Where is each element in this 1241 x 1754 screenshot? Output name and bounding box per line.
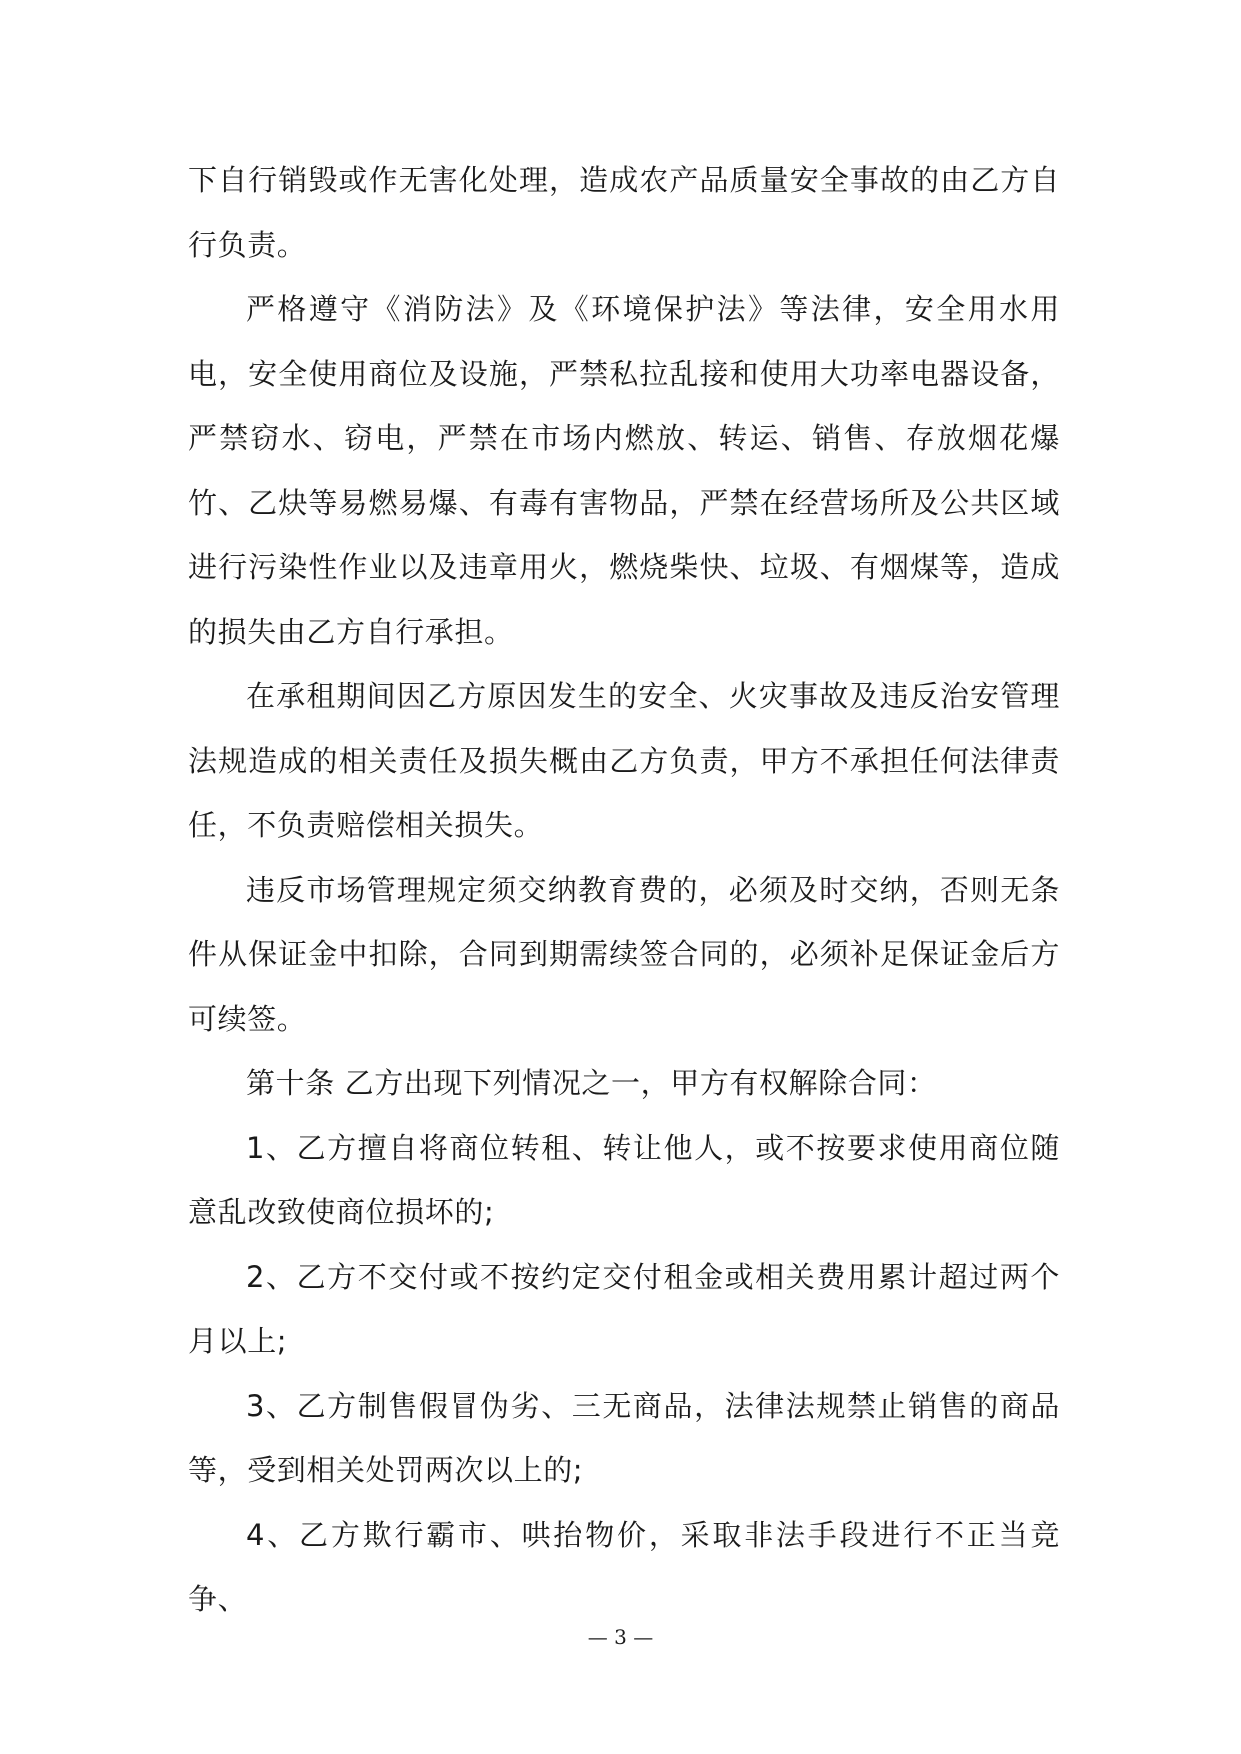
paragraph-1: 下自行销毁或作无害化处理，造成农产品质量安全事故的由乙方自行负责。: [188, 163, 1060, 262]
paragraph-3: 在承租期间因乙方原因发生的安全、火灾事故及违反治安管理法规造成的相关责任及损失概由乙方负责，甲方不承担任何法律责任，不负责赔偿相关损失。: [188, 679, 1060, 842]
list-item-1: 1、乙方擅自将商位转租、转让他人，或不按要求使用商位随意乱改致使商位损坏的;: [188, 1130, 1060, 1229]
paragraph-2: 严格遵守《消防法》及《环境保护法》等法律，安全用水用电，安全使用商位及设施，严禁私拉乱接和使用大功率电器设备，严禁窃水、窃电，严禁在市场内燃放、转运、销售、存放烟花爆竹、乙炔等易燃易爆、有毒有害物品，严禁在经营场所及公共区域进行污染性作业以及违章用火，燃烧柴快、垃圾、有烟煤等，造成的损失由乙方自行承担。: [188, 292, 1060, 649]
list-item-4: 4、乙方欺行霸市、哄抬物价，采取非法手段进行不正当竞争、: [188, 1517, 1060, 1616]
paragraph-4: 违反市场管理规定须交纳教育费的，必须及时交纳，否则无条件从保证金中扣除，合同到期需续签合同的，必须补足保证金后方可续签。: [188, 872, 1060, 1036]
list-item-3: 3、乙方制售假冒伪劣、三无商品，法律法规禁止销售的商品等，受到相关处罚两次以上的;: [188, 1388, 1060, 1487]
list-item-2: 2、乙方不交付或不按约定交付租金或相关费用累计超过两个月以上;: [188, 1259, 1060, 1358]
article-10-heading: 第十条 乙方出现下列情况之一，甲方有权解除合同：: [246, 1066, 937, 1100]
document-body: [188, 148, 1060, 1632]
page-number: — 3 —: [587, 1625, 654, 1649]
